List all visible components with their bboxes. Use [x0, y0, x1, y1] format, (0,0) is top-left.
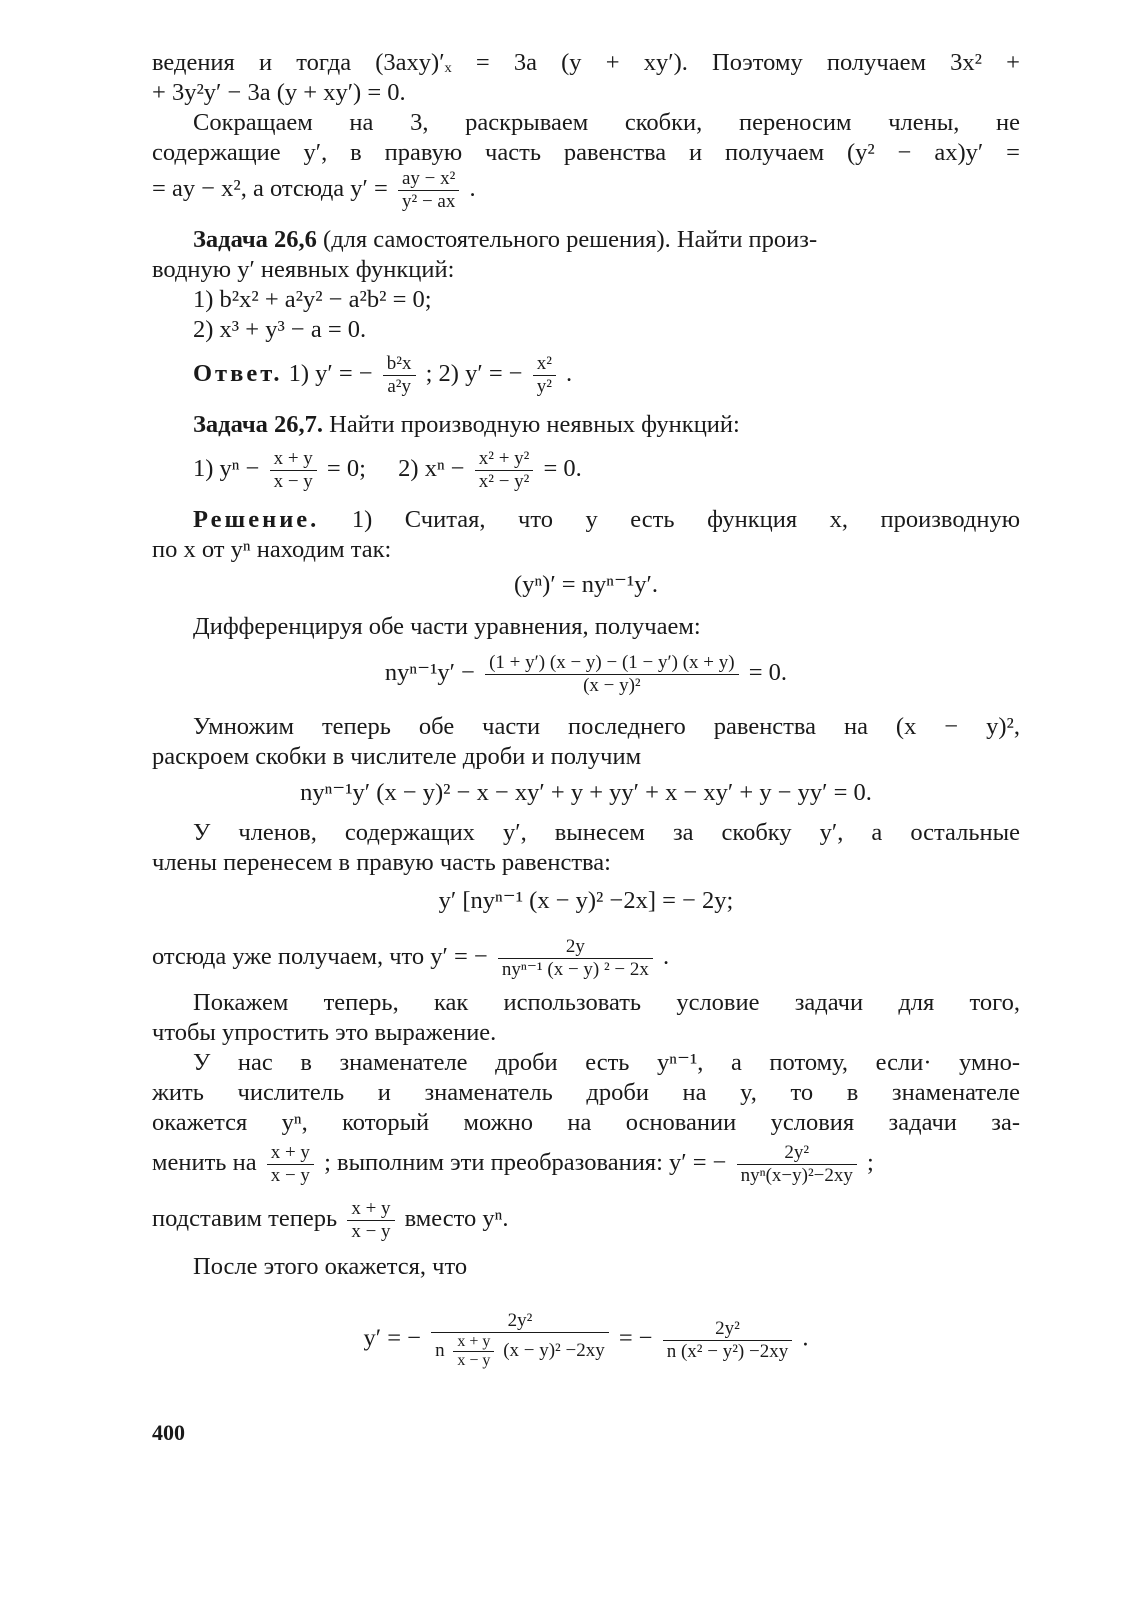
fraction — [270, 448, 317, 493]
formula-text: вместо yⁿ. — [404, 1205, 509, 1233]
text-line: Сокращаем на 3, раскрываем скобки, переносим члены, не — [193, 109, 1020, 136]
text-line: Умножим теперь обе части последнего равенства на (x − y)², — [193, 713, 1020, 740]
text-line: Дифференцируя обе части уравнения, получаем: — [193, 613, 701, 640]
text-line: чтобы упростить это выражение. — [152, 1019, 497, 1046]
fraction — [475, 448, 534, 493]
numerator: x² — [533, 353, 556, 376]
formula-text: 2) xⁿ − — [398, 455, 465, 483]
denominator: x − y — [457, 1352, 491, 1369]
answer-line — [193, 353, 1020, 398]
text-line: После этого окажется, что — [193, 1253, 468, 1280]
formula-text: ; — [867, 1149, 874, 1177]
formula-text: = 0. — [748, 659, 788, 687]
numerator: x + y — [453, 1333, 494, 1352]
answer-label: Ответ. — [193, 360, 283, 388]
equation-line: y′ [nyⁿ⁻¹ (x − y)² −2x] = − 2y; — [438, 887, 734, 914]
denominator: a²y — [387, 376, 411, 397]
fraction — [383, 353, 416, 398]
fraction — [431, 1310, 609, 1370]
text-line: члены перенесем в правую часть равенства: — [152, 849, 611, 876]
formula-line — [152, 1142, 1020, 1187]
formula-text: отсюда уже получаем, что y′ = − — [152, 943, 488, 971]
denominator — [431, 1333, 609, 1370]
formula-text: ; выполним эти преобразования: y′ = − — [324, 1149, 727, 1177]
numerator: ay − x² — [398, 168, 459, 191]
equation-line: (yⁿ)′ = nyⁿ⁻¹y′. — [514, 571, 658, 598]
formula-text: подставим теперь — [152, 1205, 338, 1233]
formula-text: . — [566, 360, 573, 388]
formula-line — [193, 448, 1020, 493]
denominator: y² — [536, 376, 552, 397]
numerator: 2y² — [737, 1142, 857, 1165]
text-line: по x от yⁿ находим так: — [152, 536, 392, 563]
fraction — [398, 168, 459, 213]
numerator: x + y — [347, 1198, 394, 1221]
text-line: + 3y²y′ − 3a (y + xy′) = 0. — [152, 79, 406, 106]
numerator: 2y² — [663, 1318, 792, 1341]
denominator: nyⁿ(x−y)²−2xy — [740, 1165, 853, 1186]
formula-text: = ay − x², а отсюда y′ = — [152, 175, 388, 203]
text-line: содержащие y′, в правую часть равенства и получаем (y² − ax)y′ = — [152, 139, 1020, 166]
formula-text: = 0; — [326, 455, 366, 483]
denominator: n (x² − y²) −2xy — [666, 1340, 789, 1362]
denominator: x − y — [273, 471, 313, 492]
fraction — [498, 936, 653, 981]
equation-line: 1) b²x² + a²y² − a²b² = 0; — [193, 286, 432, 313]
formula-text: ; 2) y′ = − — [425, 360, 523, 388]
fraction — [533, 353, 556, 398]
formula-text: 1) yⁿ − — [193, 455, 260, 483]
fraction — [453, 1333, 494, 1370]
numerator: x + y — [270, 448, 317, 471]
text-line: раскроем скобки в числителе дроби и получим — [152, 743, 642, 770]
denominator: x − y — [270, 1165, 310, 1186]
formula-text: . — [663, 943, 670, 971]
text-line: окажется yⁿ, который можно на основании условия задачи за- — [152, 1109, 1020, 1136]
formula-text: . — [802, 1324, 809, 1352]
text-line: жить числитель и знаменатель дроби на y, то в знаменателе — [152, 1079, 1020, 1106]
formula-line — [152, 168, 1020, 213]
fraction — [267, 1142, 314, 1187]
numerator: b²x — [383, 353, 416, 376]
text-line: У членов, содержащих y′, вынесем за скобку y′, а остальные — [193, 819, 1020, 846]
text-line: Покажем теперь, как использовать условие задачи для того, — [193, 989, 1020, 1016]
solution-line — [193, 505, 1020, 535]
numerator: (1 + y′) (x − y) − (1 − y′) (x + y) — [485, 652, 739, 675]
problem-26-7 — [193, 410, 1020, 440]
formula-text: 1) y′ = − — [288, 360, 373, 388]
solution-text: 1) Считая, что y есть функция x, производную — [351, 506, 1020, 533]
equation-line: nyⁿ⁻¹y′ (x − y)² − x − xy′ + y + yy′ + x − xy′ + y − yy′ = 0. — [300, 779, 872, 806]
formula-text: . — [469, 175, 476, 203]
formula-line — [152, 1198, 1020, 1243]
denominator: x² − y² — [478, 471, 530, 492]
problem-26-6 — [193, 225, 1020, 255]
solution-label: Решение. — [193, 506, 320, 533]
fraction — [485, 652, 739, 697]
page-number: 400 — [152, 1420, 185, 1445]
formula-line — [152, 936, 1020, 981]
numerator: x + y — [267, 1142, 314, 1165]
numerator: 2y — [498, 936, 653, 959]
fraction — [737, 1142, 857, 1187]
denominator: y² − ax — [402, 191, 456, 212]
problem-label: Задача 26,7. — [193, 411, 324, 438]
formula-text: = − — [618, 1324, 653, 1352]
problem-label: Задача 26,6 — [193, 226, 317, 253]
formula-text: менить на — [152, 1149, 257, 1177]
fraction — [347, 1198, 394, 1243]
denominator: nyⁿ⁻¹ (x − y) ² − 2x — [501, 959, 649, 980]
problem-text: Найти производную неявных функций: — [329, 411, 740, 438]
fraction — [663, 1318, 792, 1363]
text-line: водную y′ неявных функций: — [152, 256, 455, 283]
denominator: x − y — [351, 1221, 391, 1242]
formula-line — [152, 652, 1020, 697]
text-line: ведения и тогда (3axy)′ₓ = 3a (y + xy′). Поэтому получаем 3x² + — [152, 49, 1020, 76]
formula-text: nyⁿ⁻¹y′ − — [384, 659, 475, 687]
formula-text: y′ = − — [363, 1324, 422, 1352]
formula-text: n — [435, 1339, 445, 1361]
equation-line: 2) x³ + y³ − a = 0. — [193, 316, 367, 343]
text-line: У нас в знаменателе дроби есть yⁿ⁻¹, а потому, если· умно- — [193, 1049, 1020, 1076]
numerator: x² + y² — [475, 448, 534, 471]
formula-text: = 0. — [543, 455, 582, 483]
numerator: 2y² — [431, 1310, 609, 1333]
denominator: (x − y)² — [583, 675, 641, 696]
problem-text: (для самостоятельного решения). Найти произ- — [323, 226, 818, 253]
formula-line — [152, 1310, 1020, 1370]
formula-text: (x − y)² −2xy — [503, 1339, 605, 1361]
